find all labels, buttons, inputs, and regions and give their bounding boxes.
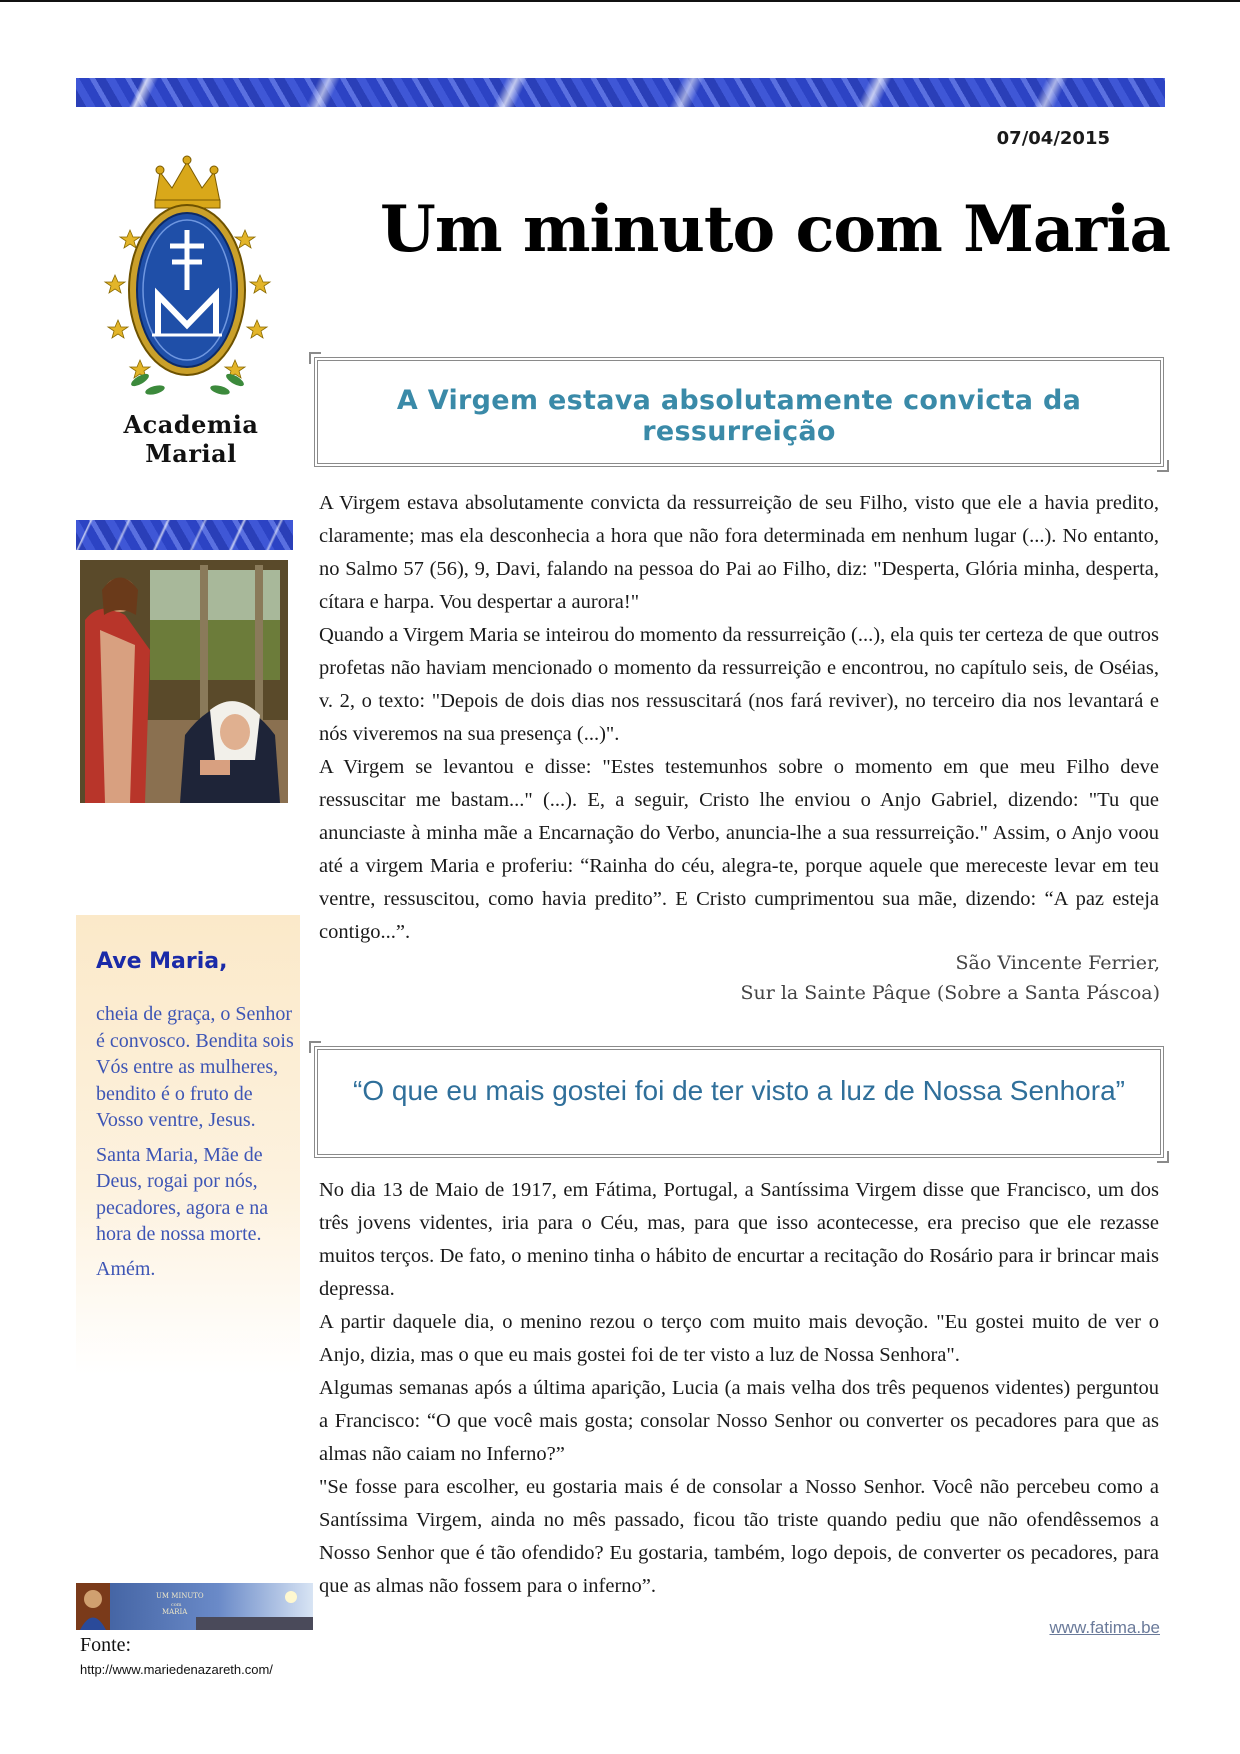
prayer-title: Ave Maria,: [96, 949, 228, 974]
section1-attribution: [700, 948, 1160, 1008]
fatima-site-link[interactable]: www.fatima.be: [1049, 1618, 1160, 1637]
section2-heading: “O que eu mais gostei foi de ter visto a luz de Nossa Senhora”: [353, 1075, 1125, 1106]
section1-paragraph: Quando a Virgem Maria se inteirou do momento da ressurreição (...), ela quis ter certeza de que outros profetas não haviam mencionado o momento da ressurreição e encontrou, no capítulo seis, de Oséias, v. 2, o texto: "Depois de dois dias nos ressuscitará (nos fará reviver), no terceiro dia nos levantará e nós viveremos na sua presença (...)".: [319, 624, 1159, 745]
um-minuto-com-maria-banner: [76, 1583, 313, 1630]
section2-paragraph: Algumas semanas após a última aparição, Lucia (a mais velha dos três pequenos videntes) perguntou a Francisco: “O que você mais gosta; consolar Nosso Senhor ou converter os pecadores para que as almas não caiam no Inferno?”: [319, 1377, 1159, 1465]
section1-heading: A Virgem estava absolutamente convicta da ressurreição: [396, 385, 1082, 447]
top-border-line: [0, 0, 1240, 2]
page-title: Um minuto com Maria: [380, 192, 1170, 267]
banner-line3: MARIA: [162, 1608, 188, 1616]
section1-heading-frame: [314, 357, 1164, 467]
section2-body: [319, 1174, 1159, 1603]
section2-paragraph: No dia 13 de Maio de 1917, em Fátima, Portugal, a Santíssima Virgem disse que Francisco, um dos três jovens videntes, iria para o Céu, mas, para que isso acontecesse, era preciso que ele rezasse muitos terços. De fato, o menino tinha o hábito de encurtar a recitação do Rosário para ir brincar mais depressa.: [319, 1179, 1159, 1300]
top-marble-banner: [76, 78, 1165, 107]
issue-date: 07/04/2015: [996, 128, 1110, 149]
banner-line2: com: [171, 1602, 182, 1608]
section2-paragraph: "Se fosse para escolher, eu gostaria mais é de consolar a Nosso Senhor. Você não percebeu como a Santíssima Virgem, ainda no mês passado, ficou tão triste quando pediu que não ofendêssemos a Nosso Senhor que é tão ofendido? Eu gostaria, também, logo depois, de converter os pecadores, para que as almas não fossem para o inferno”.: [319, 1476, 1159, 1597]
christ-and-mary-painting: [80, 560, 288, 803]
section1-paragraph: A Virgem se levantou e disse: "Estes testemunhos sobre o momento em que meu Filho deve ressuscitar me bastam..." (...). E, a seguir, Cristo lhe enviou o Anjo Gabriel, dizendo: "Tu que anunciaste à minha mãe a Encarnação do Verbo, anuncia-lhe a sua ressurreição." Assim, o Anjo voou até a virgem Maria e proferiu: “Rainha do céu, alegra-te, porque aquele que mereceste levar em teu ventre, ressuscitou, como havia predito”. E Cristo cumprimentou sua mãe, dizendo: “A paz esteja contigo...”.: [319, 756, 1159, 943]
ave-maria-prayer-box: [76, 915, 300, 1375]
side-marble-banner: [76, 520, 293, 550]
attribution-author: São Vincente Ferrier,: [955, 952, 1160, 974]
prayer-text: [96, 1001, 296, 1290]
crown-icon: [155, 156, 220, 208]
logo-caption: Academia Marial: [123, 410, 259, 468]
source-label: Fonte:: [80, 1634, 132, 1656]
section1-paragraph: A Virgem estava absolutamente convicta da ressurreição de seu Filho, visto que ele a havia predito, claramente; mas ela desconhecia a hora que não fora determinada em nenhum lugar (...). No entanto, no Salmo 57 (56), 9, Davi, falando na pessoa do Pai ao Filho, diz: "Desperta, Glória minha, desperta, cítara e harpa. Vou despertar a aurora!": [319, 492, 1159, 613]
section2-paragraph: A partir daquele dia, o menino rezou o terço com muito mais devoção. "Eu gostei muito de ver o Anjo, dizia, mas o que eu mais gostei foi de ter visto a luz de Nossa Senhora".: [319, 1311, 1159, 1366]
banner-line1: UM MINUTO: [156, 1592, 204, 1600]
source-url-link[interactable]: http://www.mariedenazareth.com/: [80, 1662, 273, 1677]
prayer-amen: Amém.: [96, 1257, 156, 1280]
section1-body: [319, 487, 1159, 949]
section2-heading-frame: [314, 1046, 1164, 1158]
attribution-source: Sur la Sainte Pâque (Sobre a Santa Páscoa): [740, 982, 1160, 1004]
prayer-stanza: cheia de graça, o Senhor é convosco. Bendita sois Vós entre as mulheres, bendito é o fruto de Vosso ventre, Jesus.: [96, 1003, 294, 1131]
prayer-stanza: Santa Maria, Mãe de Deus, rogai por nós, pecadores, agora e na hora de nossa morte.: [96, 1143, 269, 1245]
academia-marial-emblem: [100, 150, 275, 405]
